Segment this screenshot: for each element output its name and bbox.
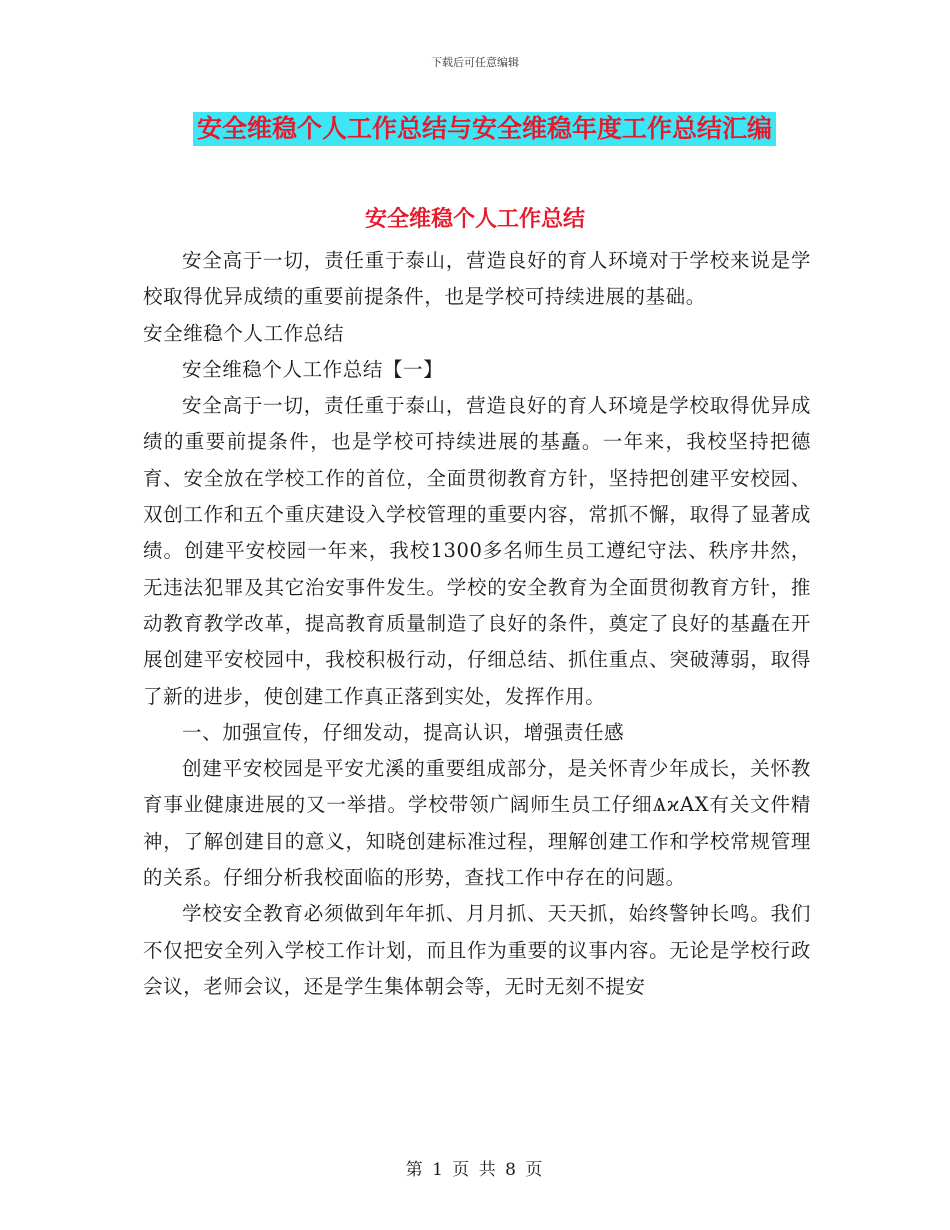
document-body	[143, 243, 811, 1005]
paragraph-main: 安全高于一切，责任重于泰山，营造良好的育人环境是学校取得优异成绩的重要前提条件，也是学校可持续进展的基矗。一年来，我校坚持把德育、安全放在学校工作的首位，全面贯彻教育方针，坚持把创建平安校园、双创工作和五个重庆建设入学校管理的重要内容，常抓不懈，取得了显著成绩。创建平安校园一年来，我校1300多名师生员工遵纪守法、秩序井然，无违法犯罪及其它治安事件发生。学校的安全教育为全面贯彻教育方针，推动教育教学改革，提高教育质量制造了良好的条件，奠定了良好的基矗在开展创建平安校园中，我校积极行动，仔细总结、抓住重点、突破薄弱，取得了新的进步，使创建工作真正落到实处，发挥作用。	[143, 394, 811, 708]
paragraph-publicity: 创建平安校园是平安尤溪的重要组成部分，是关怀青少年成长，关怀教育事业健康进展的又一举措。学校带领广阔师生员工仔细ѦϰAX有关文件精神，了解创建目的意义，知晓创建标准过程，理解创建工作和学校常规管理的关系。仔细分析我校面临的形势，查找工作中存在的问题。	[143, 757, 811, 890]
page-footer: 第 1 页 共 8 页	[405, 1160, 545, 1180]
section-title: 安全维稳个人工作总结	[364, 207, 585, 232]
paragraph-subtitle: 安全维稳个人工作总结	[143, 321, 345, 345]
paragraph-heading-one: 一、加强宣传，仔细发动，提高认识，增强责任感	[182, 720, 625, 744]
header-note: 下载后可任意编辑	[431, 56, 519, 69]
paragraph-intro: 安全高于一切，责任重于泰山，营造良好的育人环境对于学校来说是学校取得优异成绩的重要前提条件，也是学校可持续进展的基础。	[143, 249, 811, 309]
paragraph-education: 学校安全教育必须做到年年抓、月月抓、天天抓，始终警钟长鸣。我们不仅把安全列入学校工作计划，而且作为重要的议事内容。无论是学校行政会议，老师会议，还是学生集体朝会等，无时无刻不提安	[143, 902, 811, 998]
document-title: 安全维稳个人工作总结与安全维稳年度工作总结汇编	[193, 112, 776, 146]
paragraph-part-heading: 安全维稳个人工作总结【一】	[182, 357, 444, 381]
